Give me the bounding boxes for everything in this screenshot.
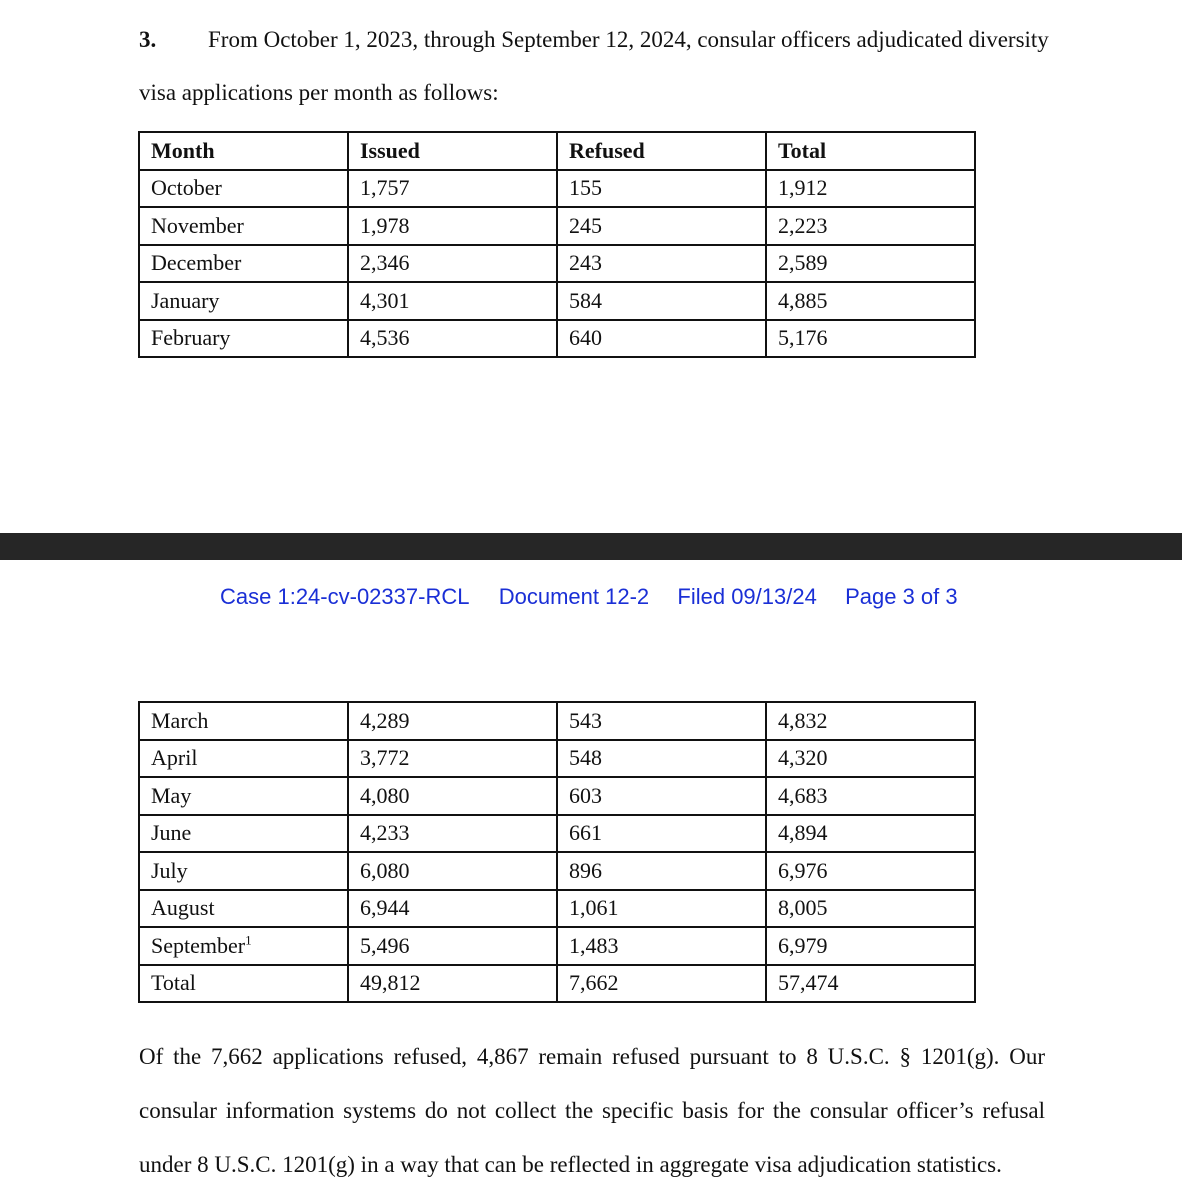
closing-line-2: consular information systems do not collect the specific basis for the consular officer’s refusal bbox=[139, 1098, 1045, 1123]
refused-cell: 155 bbox=[557, 170, 766, 208]
table-row bbox=[139, 702, 975, 740]
column-header-total: Total bbox=[766, 132, 975, 170]
month-cell: January bbox=[139, 282, 348, 320]
total-cell: 2,223 bbox=[766, 207, 975, 245]
total-cell: 5,176 bbox=[766, 320, 975, 358]
total-cell: 6,976 bbox=[766, 852, 975, 890]
visa-table-part-1 bbox=[138, 131, 976, 358]
total-cell: 4,320 bbox=[766, 740, 975, 778]
issued-cell: 2,346 bbox=[348, 245, 557, 283]
month-cell: February bbox=[139, 320, 348, 358]
closing-line-3: under 8 U.S.C. 1201(g) in a way that can be reflected in aggregate visa adjudication statistics. bbox=[139, 1152, 1002, 1177]
issued-cell: 4,080 bbox=[348, 777, 557, 815]
month-cell: November bbox=[139, 207, 348, 245]
column-header-month: Month bbox=[139, 132, 348, 170]
total-cell: 4,885 bbox=[766, 282, 975, 320]
table-row bbox=[139, 170, 975, 208]
month-label: September bbox=[151, 932, 246, 958]
issued-cell: 1,978 bbox=[348, 207, 557, 245]
month-cell: April bbox=[139, 740, 348, 778]
total-cell: 6,979 bbox=[766, 927, 975, 965]
filed-date: Filed 09/13/24 bbox=[677, 584, 817, 609]
table-row bbox=[139, 320, 975, 358]
case-number: Case 1:24-cv-02337-RCL bbox=[220, 584, 470, 609]
table-row bbox=[139, 852, 975, 890]
refused-cell: 584 bbox=[557, 282, 766, 320]
refused-cell: 243 bbox=[557, 245, 766, 283]
table-row bbox=[139, 927, 975, 965]
issued-cell: 4,536 bbox=[348, 320, 557, 358]
issued-cell: 1,757 bbox=[348, 170, 557, 208]
document-number: Document 12-2 bbox=[498, 584, 650, 609]
case-header bbox=[220, 584, 958, 610]
refused-cell: 640 bbox=[557, 320, 766, 358]
month-cell: October bbox=[139, 170, 348, 208]
total-cell: 8,005 bbox=[766, 890, 975, 928]
refused-cell: 661 bbox=[557, 815, 766, 853]
refused-cell: 548 bbox=[557, 740, 766, 778]
month-cell: August bbox=[139, 890, 348, 928]
column-header-refused: Refused bbox=[557, 132, 766, 170]
table-row bbox=[139, 890, 975, 928]
page-number: Page 3 of 3 bbox=[845, 584, 958, 609]
refused-cell: 896 bbox=[557, 852, 766, 890]
refused-cell: 543 bbox=[557, 702, 766, 740]
refused-cell: 1,061 bbox=[557, 890, 766, 928]
issued-cell: 6,944 bbox=[348, 890, 557, 928]
issued-cell: 4,233 bbox=[348, 815, 557, 853]
column-header-issued: Issued bbox=[348, 132, 557, 170]
table-row bbox=[139, 282, 975, 320]
refused-cell: 603 bbox=[557, 777, 766, 815]
month-cell bbox=[139, 927, 348, 965]
month-cell: May bbox=[139, 777, 348, 815]
table-row bbox=[139, 740, 975, 778]
closing-line-1: Of the 7,662 applications refused, 4,867 remain refused pursuant to 8 U.S.C. § 1201(g). Our bbox=[139, 1044, 1045, 1069]
month-cell: June bbox=[139, 815, 348, 853]
table-row bbox=[139, 245, 975, 283]
issued-cell: 3,772 bbox=[348, 740, 557, 778]
total-cell: 57,474 bbox=[766, 965, 975, 1003]
refused-cell: 245 bbox=[557, 207, 766, 245]
month-cell: March bbox=[139, 702, 348, 740]
issued-cell: 5,496 bbox=[348, 927, 557, 965]
total-cell: 4,894 bbox=[766, 815, 975, 853]
issued-cell: 49,812 bbox=[348, 965, 557, 1003]
month-cell: July bbox=[139, 852, 348, 890]
refused-cell: 1,483 bbox=[557, 927, 766, 965]
month-cell: Total bbox=[139, 965, 348, 1003]
page-break-divider bbox=[0, 533, 1182, 560]
table-row bbox=[139, 777, 975, 815]
total-cell: 4,832 bbox=[766, 702, 975, 740]
total-cell: 1,912 bbox=[766, 170, 975, 208]
intro-line-2: visa applications per month as follows: bbox=[139, 80, 499, 105]
intro-line-1: From October 1, 2023, through September 12, 2024, consular officers adjudicated diversity bbox=[208, 27, 1049, 52]
footnote-marker: 1 bbox=[245, 932, 252, 948]
issued-cell: 4,289 bbox=[348, 702, 557, 740]
table-row bbox=[139, 207, 975, 245]
paragraph-number: 3. bbox=[139, 27, 157, 52]
month-cell: December bbox=[139, 245, 348, 283]
issued-cell: 4,301 bbox=[348, 282, 557, 320]
table-row bbox=[139, 815, 975, 853]
total-cell: 4,683 bbox=[766, 777, 975, 815]
table-header-row bbox=[139, 132, 975, 170]
table-total-row bbox=[139, 965, 975, 1003]
issued-cell: 6,080 bbox=[348, 852, 557, 890]
refused-cell: 7,662 bbox=[557, 965, 766, 1003]
visa-table-part-2 bbox=[138, 701, 976, 1003]
total-cell: 2,589 bbox=[766, 245, 975, 283]
